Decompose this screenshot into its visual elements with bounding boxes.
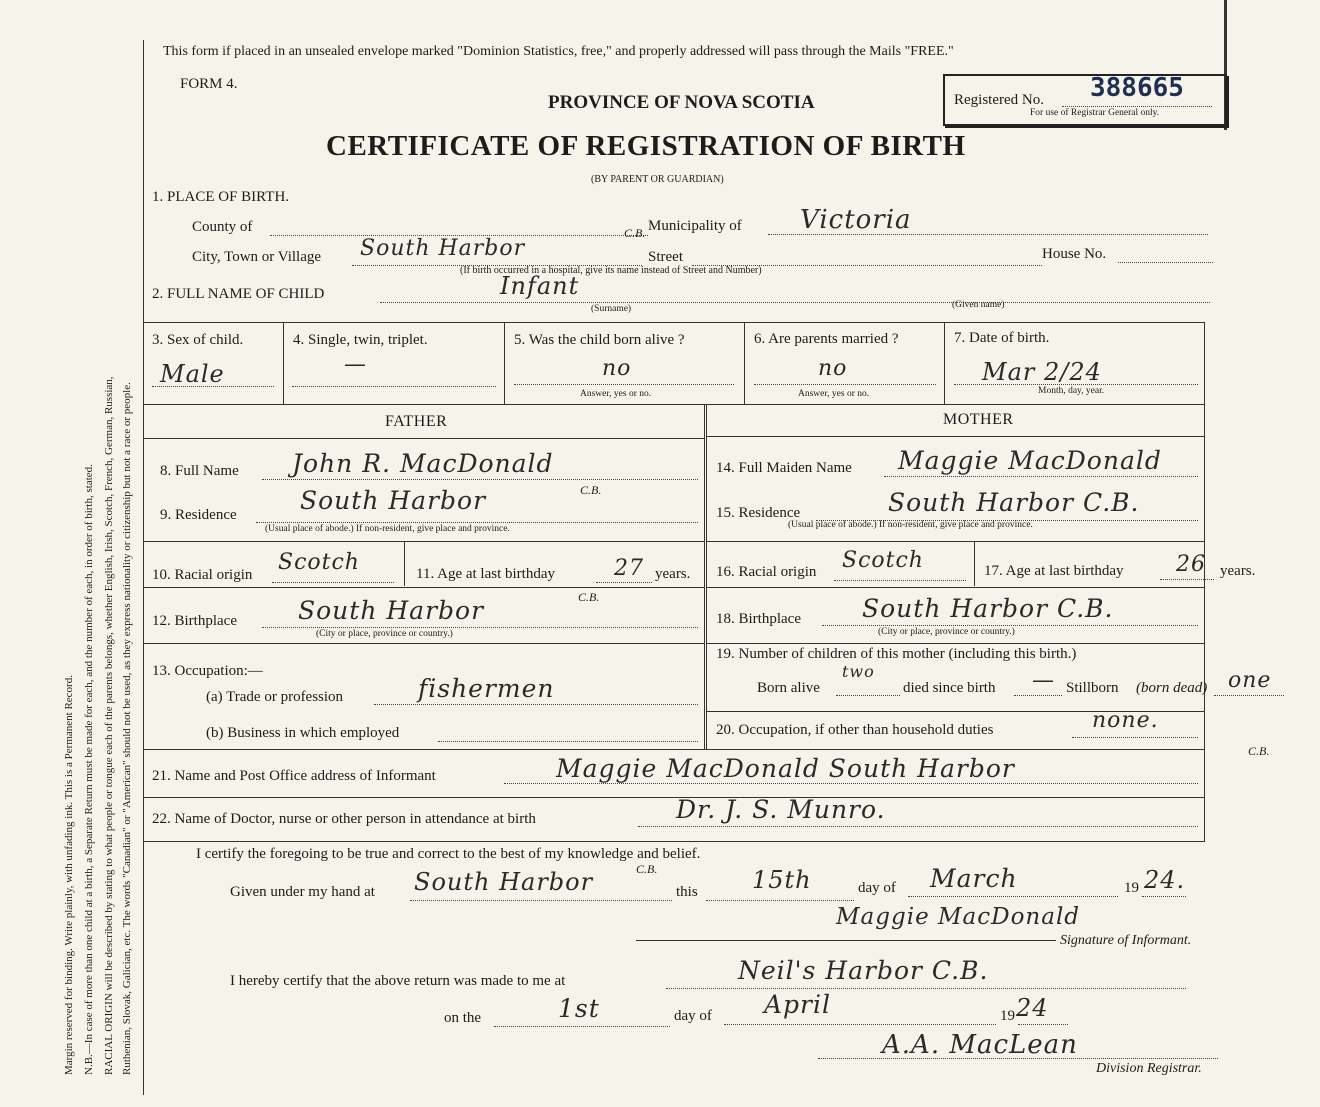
- mother-birthplace-label: 18. Birthplace: [716, 611, 801, 627]
- informant-top-border: [143, 749, 1205, 750]
- father-heading-rule: [143, 438, 705, 439]
- registrar-place-line: [666, 988, 1186, 989]
- mother-row-16-top: [706, 541, 1204, 542]
- father-row-10-top: [143, 541, 705, 542]
- born-alive-value: two: [842, 662, 875, 681]
- dob-caption: Month, day, year.: [1038, 386, 1105, 396]
- died-value: —: [1032, 668, 1055, 693]
- registrar-place-value: Neil's Harbor C.B.: [738, 956, 989, 985]
- registered-line: [1062, 106, 1212, 107]
- married-caption: Answer, yes or no.: [798, 389, 870, 399]
- registrar-day-line: [494, 1026, 670, 1027]
- margin-note-binding: Margin reserved for binding. Write plainly, with unfading ink. This is a Permanent Record.: [63, 675, 75, 1075]
- father-name-value: John R. MacDonald: [292, 449, 554, 478]
- house-label: House No.: [1042, 246, 1107, 262]
- house-line: [1118, 262, 1213, 263]
- mother-racial-label: 16. Racial origin: [716, 564, 817, 580]
- certificate-title: CERTIFICATE OF REGISTRATION OF BIRTH: [326, 130, 966, 162]
- father-name-line: [262, 479, 698, 480]
- cert-year-prefix: 19: [1124, 880, 1139, 896]
- col-divider-1: [283, 322, 284, 404]
- certification-statement: I certify the foregoing to be true and correct to the best of my knowledge and belief.: [196, 846, 701, 862]
- father-birthplace-value: South Harbor: [298, 596, 485, 625]
- stillborn-value: one: [1228, 668, 1272, 693]
- doctor-top-border: [143, 797, 1205, 798]
- informant-suffix: C.B.: [1248, 744, 1270, 758]
- mother-age-unit: years.: [1220, 563, 1256, 579]
- dob-label: 7. Date of birth.: [954, 330, 1050, 346]
- informant-line: [504, 783, 1198, 784]
- father-residence-value: South Harbor: [300, 486, 487, 515]
- cert-year-line: [1142, 896, 1186, 897]
- mother-racial-line: [834, 580, 966, 581]
- margin-note-racial-origin: RACIAL ORIGIN will be described by stating to what people or tongue each of the parents belongs, whether English, Irish, Scotch, French, German, Russian,: [103, 376, 115, 1075]
- mother-children-label: 19. Number of children of this mother (including this birth.): [716, 646, 1077, 662]
- registrar-month-line: [724, 1024, 996, 1025]
- registrar-day-value: 1st: [558, 994, 600, 1023]
- given-label: Given under my hand at: [230, 884, 375, 900]
- right-border: [1204, 322, 1205, 842]
- registrar-signature: A.A. MacLean: [882, 1030, 1078, 1060]
- municipality-label: Municipality of: [648, 218, 742, 234]
- father-residence-label: 9. Residence: [160, 507, 237, 523]
- mother-heading-rule: [706, 436, 1204, 437]
- cert-day-value: 15th: [752, 866, 812, 894]
- registrar-signature-line: [818, 1058, 1218, 1059]
- province-heading: PROVINCE OF NOVA SCOTIA: [548, 92, 815, 113]
- registered-number: 388665: [1090, 73, 1184, 103]
- father-row-13-top: [143, 643, 705, 644]
- father-age-line: [596, 582, 652, 583]
- father-heading: FATHER: [385, 413, 448, 430]
- died-label: died since birth: [903, 680, 996, 696]
- registrar-note: For use of Registrar General only.: [1030, 108, 1160, 118]
- mother-residence-label: 15. Residence: [716, 505, 801, 521]
- registrar-statement: I hereby certify that the above return was made to me at: [230, 973, 566, 989]
- father-residence-line: [256, 522, 698, 523]
- mother-row-16-divider: [974, 541, 975, 586]
- mother-occupation-line: [1072, 737, 1198, 738]
- given-name-caption: (Given name): [952, 300, 1005, 310]
- father-age-value: 27: [614, 556, 644, 581]
- place-of-birth-heading: 1. PLACE OF BIRTH.: [152, 189, 290, 205]
- alive-value: no: [602, 356, 632, 381]
- margin-note-multiple-births: N.B.—In case of more than one child at a birth, a Separate Return must be made for each, and the number of each, in order of birth, stated.: [83, 464, 95, 1075]
- cert-month-value: March: [930, 864, 1018, 893]
- born-alive-label: Born alive: [757, 680, 820, 696]
- form-number: FORM 4.: [180, 76, 238, 92]
- child-name-label: 2. FULL NAME OF CHILD: [152, 286, 325, 302]
- mother-birthplace-value: South Harbor C.B.: [862, 594, 1114, 623]
- mother-age-value: 26: [1176, 552, 1206, 577]
- col-divider-3: [744, 322, 745, 404]
- father-trade-label: (a) Trade or profession: [206, 689, 344, 705]
- plurality-line: [292, 386, 496, 387]
- county-label: County of: [192, 219, 253, 235]
- registered-label: Registered No.: [954, 92, 1044, 108]
- father-birthplace-line: [262, 627, 698, 628]
- alive-label: 5. Was the child born alive ?: [514, 332, 685, 348]
- father-trade-line: [374, 704, 698, 705]
- row-3-bottom-border: [143, 404, 1205, 405]
- mother-residence-value: South Harbor C.B.: [888, 488, 1140, 517]
- plurality-value: —: [344, 352, 367, 377]
- sex-line: [152, 386, 274, 387]
- dob-line: [954, 384, 1198, 385]
- child-name-line: [380, 302, 1210, 303]
- plurality-label: 4. Single, twin, triplet.: [293, 332, 428, 348]
- mother-age-line: [1160, 579, 1214, 580]
- doctor-line: [638, 826, 1198, 827]
- stillborn-line: [1214, 695, 1284, 696]
- dob-value: Mar 2/24: [982, 358, 1102, 386]
- mother-birthplace-note: (City or place, province or country.): [878, 627, 1015, 637]
- father-racial-label: 10. Racial origin: [152, 567, 253, 583]
- certificate-subtitle: (BY PARENT OR GUARDIAN): [591, 174, 724, 185]
- municipality-value: Victoria: [800, 205, 912, 235]
- left-border: [143, 40, 144, 1095]
- city-value: South Harbor: [360, 236, 526, 261]
- married-line: [754, 384, 936, 385]
- given-place-line: [410, 900, 672, 901]
- cert-month-line: [908, 896, 1118, 897]
- stillborn-note: (born dead): [1136, 680, 1208, 696]
- father-name-label: 8. Full Name: [160, 463, 239, 479]
- registrar-separator: [636, 940, 1056, 941]
- alive-caption: Answer, yes or no.: [580, 389, 652, 399]
- mother-name-value: Maggie MacDonald: [898, 446, 1162, 475]
- father-row-10-divider: [404, 541, 405, 586]
- registrar-year-prefix: 19: [1000, 1008, 1015, 1024]
- father-racial-line: [272, 582, 394, 583]
- this-label: this: [676, 884, 698, 900]
- mother-name-label: 14. Full Maiden Name: [716, 460, 852, 476]
- doctor-label: 22. Name of Doctor, nurse or other person in attendance at birth: [152, 811, 536, 827]
- father-age-unit: years.: [655, 566, 691, 582]
- married-label: 6. Are parents married ?: [754, 331, 899, 347]
- city-suffix: C.B.: [624, 226, 646, 240]
- mother-occupation-value: none.: [1092, 708, 1159, 733]
- father-birthplace-label: 12. Birthplace: [152, 613, 237, 629]
- mother-occupation-label: 20. Occupation, if other than household duties: [716, 722, 994, 738]
- sex-label: 3. Sex of child.: [152, 332, 244, 348]
- col-divider-2: [504, 322, 505, 404]
- postal-notice: This form if placed in an unsealed envelope marked "Dominion Statistics, free," and properly addressed will pass through the Mails "FREE.": [163, 44, 954, 59]
- father-trade-value: fishermen: [418, 674, 555, 703]
- mother-birthplace-line: [822, 625, 1198, 626]
- child-name-value: Infant: [500, 272, 580, 300]
- city-label: City, Town or Village: [192, 249, 322, 265]
- father-residence-note: (Usual place of abode.) If non-resident, give place and province.: [265, 524, 510, 534]
- father-occupation-label: 13. Occupation:—: [152, 663, 263, 679]
- cert-day-of-label: day of: [858, 880, 896, 896]
- informant-value: Maggie MacDonald South Harbor: [556, 754, 1015, 783]
- informant-signature-caption: Signature of Informant.: [1060, 933, 1192, 948]
- mother-heading: MOTHER: [943, 411, 1014, 428]
- father-age-label: 11. Age at last birthday: [416, 566, 555, 582]
- informant-signature: Maggie MacDonald: [836, 904, 1081, 930]
- born-alive-line: [836, 695, 900, 696]
- registrar-day-of-label: day of: [674, 1008, 712, 1024]
- cert-year-value: 24.: [1144, 866, 1186, 894]
- died-line: [1014, 695, 1062, 696]
- sex-value: Male: [160, 360, 225, 388]
- mother-age-label: 17. Age at last birthday: [984, 563, 1124, 579]
- father-birthplace-suffix: C.B.: [578, 590, 600, 604]
- margin-note-racial-origin-cont: Ruthenian, Slovak, Galician, etc. The words "Canadian" or "American" should not be used, as they express nationality or citizenship but not a race or people.: [121, 382, 133, 1075]
- stillborn-label: Stillborn: [1066, 680, 1119, 696]
- father-racial-value: Scotch: [278, 550, 360, 575]
- registrar-year-line: [1018, 1024, 1068, 1025]
- mother-residence-note: (Usual place of abode.) If non-resident, give place and province.: [788, 520, 1033, 530]
- father-mother-divider: [704, 404, 707, 749]
- father-birthplace-note: (City or place, province or country.): [316, 629, 453, 639]
- father-residence-suffix: C.B.: [580, 483, 602, 497]
- father-business-label: (b) Business in which employed: [206, 725, 400, 741]
- registrar-year-value: 24: [1016, 994, 1049, 1022]
- given-place-suffix: C.B.: [636, 862, 658, 876]
- mother-row-19-top: [706, 643, 1204, 644]
- informant-label: 21. Name and Post Office address of Informant: [152, 768, 436, 784]
- married-value: no: [818, 356, 848, 381]
- doctor-value: Dr. J. S. Munro.: [676, 795, 886, 824]
- given-place-value: South Harbor: [414, 868, 594, 896]
- mother-name-line: [884, 476, 1198, 477]
- mother-row-18-top: [706, 587, 1204, 588]
- certification-top-border: [143, 841, 1205, 842]
- street-label: Street: [648, 249, 683, 265]
- alive-line: [514, 384, 734, 385]
- father-business-line: [438, 741, 698, 742]
- hospital-note: (If birth occurred in a hospital, give its name instead of Street and Number): [460, 265, 762, 276]
- municipality-line: [768, 234, 1208, 235]
- father-row-12-top: [143, 587, 705, 588]
- surname-caption: (Surname): [591, 304, 632, 314]
- cert-day-line: [706, 900, 854, 901]
- col-divider-4: [944, 322, 945, 404]
- row-3-top-border: [143, 322, 1205, 323]
- registrar-month-value: April: [764, 990, 831, 1019]
- registrar-on-the-label: on the: [444, 1010, 482, 1026]
- registrar-signature-caption: Division Registrar.: [1096, 1061, 1202, 1076]
- mother-racial-value: Scotch: [842, 548, 924, 573]
